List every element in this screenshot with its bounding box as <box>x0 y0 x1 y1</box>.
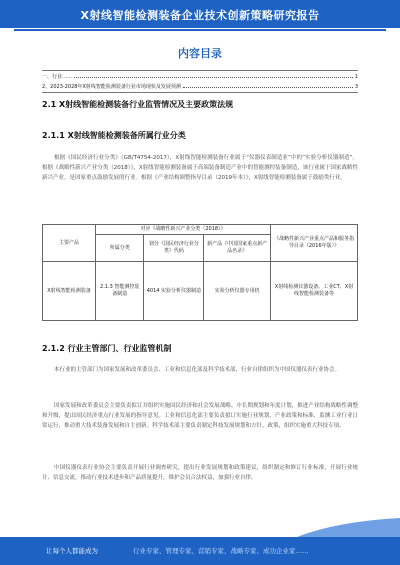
toc-rule-bottom <box>42 92 358 93</box>
paragraph-association: 中国仪器仪表行业协会主要负责开展行业调查研究，提出行业发展规划和政策建议，组织制定和修订行业标准，开展行业统计、信息交流，推动行业技术进步和产品质量提升，维护会员合法权益，加强行业自律。 <box>42 465 358 481</box>
toc-rule-top <box>42 70 358 71</box>
footer-bar <box>0 537 400 565</box>
toc-item-text: 一、行业…… <box>42 74 73 80</box>
section-heading-2-1-1: 2.1.1 X射线智能检测装备所属行业分类 <box>42 131 186 140</box>
toc-item-1[interactable] <box>42 73 358 80</box>
table-cell-category: 2.1.3 智能测控装备制造 <box>96 262 144 321</box>
table-cell-product: X射线智能检测装备 <box>43 262 96 321</box>
paragraph-authorities: 本行业的主管部门为国家发展和改革委员会、工业和信息化部及科学技术部，行业自律组织为中国仪器仪表行业协会。 <box>54 367 341 373</box>
table-header-new-product: 新产品《中国国家重点新产品名录》 <box>204 235 271 262</box>
toc-item-text: 2、2023-2028年X射线智能检测装备行业市场现状及发展预测 <box>42 84 181 90</box>
toc-title: 内容目录 <box>178 47 222 60</box>
section-heading-2-1: 2.1 X射线智能检测装备行业监管情况及主要政策法规 <box>42 100 234 109</box>
table-header-national-code: 划分《国民经济行业分类》代码 <box>144 235 204 262</box>
table-header-category: 所属分类 <box>96 235 144 262</box>
paragraph-ndrc: 国家发展和改革委员会主要负责拟订并组织实施国民经济和社会发展战略、中长期规划和年度计划，推进产业结构战略性调整和升级，提出国民经济重点行业发展的指导意见。工业和信息化部主要负责拟订实施行业规划、产业政策和标准，监测工业行业日常运行，推动重大技术装备发展和自主创新。科学技术部主要负责制定科技发展规划和方针、政策，组织实施重大科技专项。 <box>42 403 358 429</box>
paragraph-classification: 根据《国民经济行业分类》（GB/T4754-2017），X射线智能检测装备行业属于“仪器仪表制造业”中的“实验分析仪器制造”。根据《战略性新兴产业分类（2018）》，X射线智能检测装备属于高端装备制造产业中的智能测控装备制造，该行业属于国家战略性新兴产业，是国家重点鼓励发展的行业。根据《产业结构调整指导目录（2019年本）》，X射线智能检测装备属于鼓励类行业。 <box>42 155 358 181</box>
footer-slogan: 让每个人都能成为 <box>46 547 98 555</box>
table-header-main-product: 主要产品 <box>43 225 96 262</box>
table-cell-directory: X射线检测仪器设备、工业CT、X射线智能检测装备等 <box>271 262 358 321</box>
table-cell-new-product: 实验分析仪器专用机 <box>204 262 271 321</box>
toc-item-page: 1 <box>354 73 358 80</box>
toc-leader <box>74 76 353 78</box>
section-heading-2-1-2: 2.1.2 行业主管部门、行业监管机制 <box>42 344 172 353</box>
footer-tagline: 行业专家、管理专家、营销专家、战略专家、成功企业家…… <box>133 547 309 555</box>
classification-table <box>42 224 358 321</box>
header-stripe <box>14 29 386 31</box>
report-title: X射线智能检测装备企业技术创新策略研究报告 <box>80 9 320 22</box>
toc-leader <box>183 86 353 88</box>
header-bar <box>0 0 400 28</box>
table-header-group: 对应《战略性新兴产业分类（2018）》 <box>96 225 271 235</box>
toc-item-2[interactable] <box>42 83 358 90</box>
table-cell-national-code: 4014 实验分析仪器制造 <box>144 262 204 321</box>
toc-item-page: 3 <box>354 83 358 90</box>
table-header-directory: 《战略性新兴产业重点产品和服务指导目录（2016年版）》 <box>271 225 358 262</box>
